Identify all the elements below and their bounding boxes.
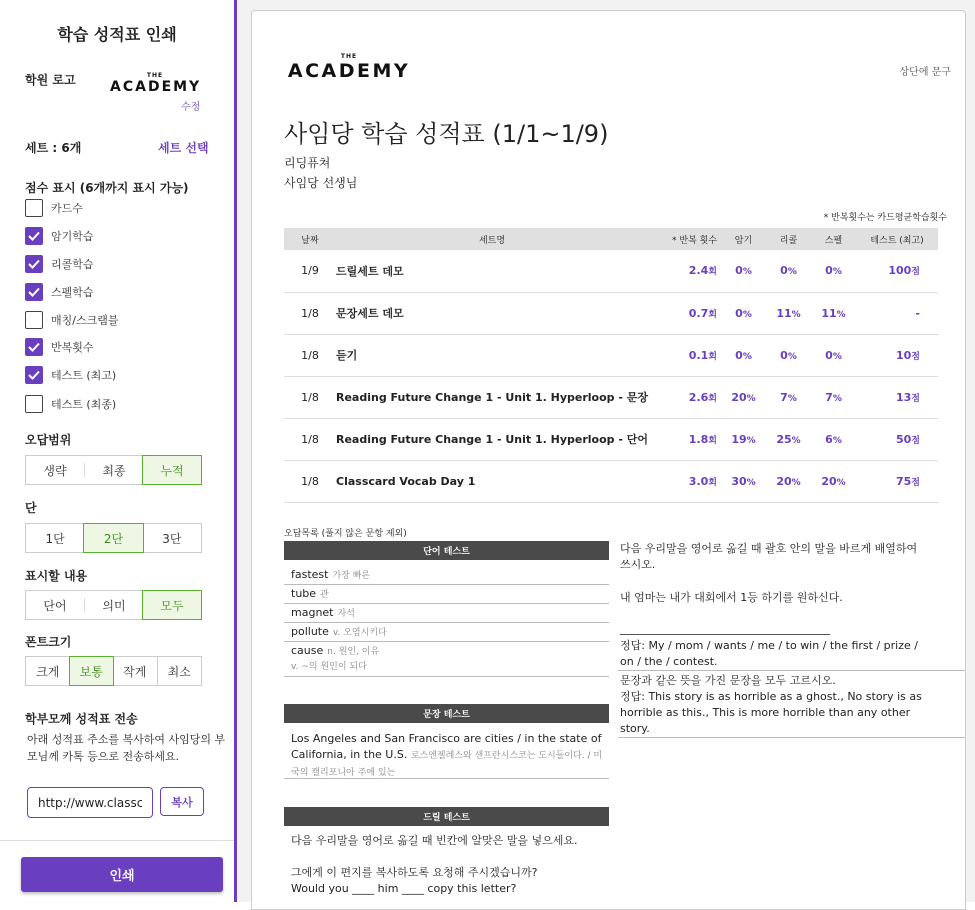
drill-test-header: 드릴 테스트 <box>284 807 609 826</box>
report-url-input[interactable] <box>27 787 153 818</box>
row-test: 100점 <box>856 250 938 292</box>
settings-sidebar <box>0 0 237 902</box>
sentence-test-header: 문장 테스트 <box>284 704 609 723</box>
font-normal[interactable]: 보통 <box>69 656 115 686</box>
checkbox-empty-icon[interactable] <box>25 395 43 413</box>
score-checkbox-0[interactable] <box>25 199 83 217</box>
score-checkbox-7[interactable] <box>25 395 116 413</box>
row-spell: 7% <box>811 376 856 418</box>
col-test: 테스트 (최고) <box>856 228 938 250</box>
checkbox-empty-icon[interactable] <box>25 311 43 329</box>
row-spell: 0% <box>811 250 856 292</box>
row-spell: 11% <box>811 292 856 334</box>
row-test: 10점 <box>856 334 938 376</box>
row-recall: 0% <box>766 250 811 292</box>
score-checkbox-label: 리콜학습 <box>51 258 94 271</box>
right-q1-korean: 내 엄마는 내가 대회에서 1등 하기를 원하신다. <box>620 591 843 604</box>
content-all[interactable]: 모두 <box>142 590 202 620</box>
row-recall: 0% <box>766 334 811 376</box>
send-label: 학부모께 성적표 전송 <box>25 712 138 726</box>
sidebar-divider <box>0 840 234 841</box>
report-logo: THE ACADEMY <box>287 53 411 82</box>
row-date: 1/8 <box>284 418 336 460</box>
row-recall: 25% <box>766 418 811 460</box>
report-title: 사임당 학습 성적표 (1/1~1/9) <box>284 120 609 148</box>
teacher-name: 사임당 선생님 <box>284 176 358 190</box>
row-repeat: 0.1회 <box>648 334 721 376</box>
row-test: 75점 <box>856 460 938 502</box>
wrong-range-final[interactable]: 최종 <box>102 463 126 478</box>
row-set-name: Reading Future Change 1 - Unit 1. Hyperloop - 문장 <box>336 376 648 418</box>
content-word[interactable]: 단어 <box>43 598 67 613</box>
row-memo: 19% <box>721 418 766 460</box>
column-label: 단 <box>25 501 37 515</box>
right-q1-answer: 정답: My / mom / wants / me / to win / the first / prize / on / the / contest. <box>620 639 918 668</box>
score-checkbox-label: 테스트 (최고) <box>51 369 117 382</box>
col-recall: 리콜 <box>766 228 811 250</box>
score-checkbox-label: 스펠학습 <box>51 286 94 299</box>
row-recall: 11% <box>766 292 811 334</box>
checkbox-checked-icon[interactable] <box>25 227 43 245</box>
score-checkbox-6[interactable] <box>25 366 116 384</box>
row-spell: 0% <box>811 334 856 376</box>
row-recall: 7% <box>766 376 811 418</box>
row-repeat: 2.4회 <box>648 250 721 292</box>
score-checkbox-label: 암기학습 <box>51 230 94 243</box>
wrong-word-item: magnet 자석 <box>284 604 609 623</box>
send-description: 아래 성적표 주소를 복사하여 사임당의 부모님께 카톡 등으로 전송하세요. <box>27 733 226 763</box>
row-spell: 6% <box>811 418 856 460</box>
font-min[interactable]: 최소 <box>167 664 191 679</box>
row-date: 1/8 <box>284 334 336 376</box>
wrong-word-item: pollute v. 오염시키다 <box>284 623 609 642</box>
col-memo: 암기 <box>721 228 766 250</box>
score-row <box>284 460 938 502</box>
preview-area <box>237 0 975 902</box>
right-q1-instruction: 다음 우리말을 영어로 옮길 때 괄호 안의 말을 바르게 배열하여 쓰시오. <box>620 542 918 571</box>
row-repeat: 0.7회 <box>648 292 721 334</box>
row-memo: 30% <box>721 460 766 502</box>
word-test-header: 단어 테스트 <box>284 541 609 560</box>
wrong-range-selector <box>25 455 202 485</box>
content-selector <box>25 590 202 620</box>
score-checkbox-1[interactable] <box>25 227 94 245</box>
score-row <box>284 334 938 376</box>
checkbox-checked-icon[interactable] <box>25 255 43 273</box>
wrong-word-item: cause n. 원인, 이유 <box>291 644 380 657</box>
wrong-range-skip[interactable]: 생략 <box>43 463 67 478</box>
header-note: 상단에 문구 <box>899 67 951 78</box>
checkbox-checked-icon[interactable] <box>25 283 43 301</box>
row-set-name: 드릴세트 데모 <box>336 250 648 292</box>
class-name: 리딩퓨쳐 <box>284 156 331 170</box>
font-small[interactable]: 작게 <box>123 664 147 679</box>
row-spell: 20% <box>811 460 856 502</box>
score-checkbox-label: 매칭/스크램블 <box>51 314 119 327</box>
score-checkbox-3[interactable] <box>25 283 94 301</box>
right-divider-2 <box>618 737 966 738</box>
report-paper <box>251 10 966 910</box>
score-checkbox-label: 카드수 <box>51 202 83 215</box>
score-row <box>284 250 938 292</box>
score-checkbox-label: 반복횟수 <box>51 341 94 354</box>
score-checkbox-2[interactable] <box>25 255 94 273</box>
font-large[interactable]: 크게 <box>36 664 60 679</box>
col-date: 날짜 <box>284 228 336 250</box>
word-extra-meaning: v. ~의 원인이 되다 <box>284 659 609 677</box>
checkbox-checked-icon[interactable] <box>25 366 43 384</box>
score-checkbox-5[interactable] <box>25 338 94 356</box>
row-set-name: 듣기 <box>336 334 648 376</box>
right-q2-instruction: 문장과 같은 뜻을 가진 문장을 모두 고르시오. <box>620 674 836 687</box>
score-row <box>284 376 938 418</box>
drill-english: Would you ____ him ____ copy this letter? <box>291 882 517 895</box>
row-date: 1/8 <box>284 460 336 502</box>
score-row <box>284 418 938 460</box>
row-date: 1/9 <box>284 250 336 292</box>
score-table-header <box>284 228 938 250</box>
checkbox-empty-icon[interactable] <box>25 199 43 217</box>
logo-label: 학원 로고 <box>25 73 76 87</box>
row-test: 50점 <box>856 418 938 460</box>
wrong-word-item: fastest 가장 빠른 <box>284 566 609 585</box>
column-selector <box>25 523 202 553</box>
set-count: 세트 : 6개 <box>25 141 82 155</box>
drill-question: 다음 우리말을 영어로 옮길 때 빈칸에 알맞은 말을 넣으세요. <box>291 834 578 847</box>
wrong-range-label: 오답범위 <box>25 433 72 447</box>
print-button[interactable]: 인쇄 <box>21 857 223 892</box>
content-label: 표시할 내용 <box>25 569 88 583</box>
font-size-label: 폰트크기 <box>25 635 72 649</box>
column-3[interactable]: 3단 <box>162 531 182 546</box>
row-set-name: 문장세트 데모 <box>336 292 648 334</box>
score-table <box>284 228 938 503</box>
content-meaning[interactable]: 의미 <box>102 598 126 613</box>
row-set-name: Reading Future Change 1 - Unit 1. Hyperloop - 단어 <box>336 418 648 460</box>
row-recall: 20% <box>766 460 811 502</box>
row-repeat: 3.0회 <box>648 460 721 502</box>
row-repeat: 2.6회 <box>648 376 721 418</box>
wrong-answers-title: 오답목록 (풀지 않은 문항 제외) <box>284 529 407 539</box>
col-repeat: * 반복 횟수 <box>648 228 721 250</box>
sentence-item: Los Angeles and San Francisco are cities / in the state of California, in the U.S. 로스앤젤레스와 샌프란시스코는 도시들이다. / 미국의 캘리포니아 주에 있는 <box>291 732 603 778</box>
logo-edit-link[interactable]: 수정 <box>181 102 201 113</box>
right-divider-1 <box>618 670 966 671</box>
repeat-note: * 반복횟수는 카드평균학습횟수 <box>823 213 947 223</box>
wrong-range-cumulative[interactable]: 누적 <box>142 455 202 485</box>
sidebar-title: 학습 성적표 인쇄 <box>57 25 177 44</box>
row-memo: 0% <box>721 292 766 334</box>
row-date: 1/8 <box>284 376 336 418</box>
row-set-name: Classcard Vocab Day 1 <box>336 460 648 502</box>
row-memo: 0% <box>721 334 766 376</box>
checkbox-checked-icon[interactable] <box>25 338 43 356</box>
row-test: - <box>856 292 938 334</box>
copy-button[interactable]: 복사 <box>160 787 204 816</box>
wrong-word-item: tube 관 <box>284 585 609 604</box>
sentence-divider <box>284 778 609 779</box>
row-memo: 0% <box>721 250 766 292</box>
column-1[interactable]: 1단 <box>45 531 65 546</box>
row-memo: 20% <box>721 376 766 418</box>
font-size-selector <box>25 656 202 686</box>
row-date: 1/8 <box>284 292 336 334</box>
set-select-link[interactable]: 세트 선택 <box>158 141 209 155</box>
col-spell: 스펠 <box>811 228 856 250</box>
row-repeat: 1.8회 <box>648 418 721 460</box>
score-display-label: 점수 표시 (6개까지 표시 가능) <box>25 181 189 195</box>
score-checkbox-4[interactable] <box>25 311 118 329</box>
row-test: 13점 <box>856 376 938 418</box>
score-row <box>284 292 938 334</box>
score-checkbox-label: 테스트 (최종) <box>51 398 117 411</box>
academy-logo: THE ACADEMY <box>110 72 202 95</box>
drill-korean: 그에게 이 편지를 복사하도록 요청해 주시겠습니까? <box>291 866 538 879</box>
col-set: 세트명 <box>336 228 648 250</box>
column-2[interactable]: 2단 <box>83 523 143 553</box>
right-q1-answer-blank <box>620 634 830 635</box>
right-q2-answer: 정답: This story is as horrible as a ghost., No story is as horrible as this., This is more horrible than any other story. <box>620 690 922 735</box>
